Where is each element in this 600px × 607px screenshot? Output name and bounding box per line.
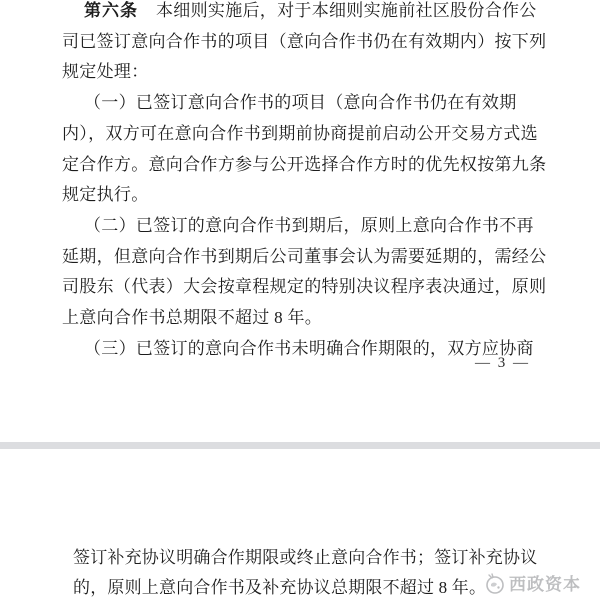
- doc-line: 规定处理：: [62, 62, 149, 82]
- doc-line: 延期，但意向合作书到期后公司董事会认为需要延期的，需经公: [62, 246, 547, 266]
- doc-line: [62, 0, 554, 27]
- brand-watermark: [483, 570, 581, 595]
- doc-line: 上意向合作书总期限不超过 8 年。: [62, 308, 323, 328]
- doc-line: 规定执行。: [62, 185, 149, 205]
- doc-line: 内），双方可在意向合作书到期前协商提前启动公开交易方式选: [62, 123, 538, 143]
- doc-line: （二）已签订的意向合作书到期后，原则上意向合作书不再: [84, 215, 534, 235]
- page-number: — 3 —: [475, 355, 530, 371]
- doc-line: 的，原则上意向合作书及补充协议总期限不超过 8 年。: [73, 578, 487, 598]
- doc-line: 定合作方。意向合作方参与公开选择合作方时的优先权按第九条: [62, 154, 547, 174]
- article-number: 第六条: [84, 1, 138, 20]
- doc-line: 司股东（代表）大会按章程规定的特别决议程序表决通过，原则: [62, 277, 547, 297]
- brand-watermark-label: 西政资本: [509, 575, 581, 594]
- doc-line-text: 本细则实施后，对于本细则实施前社区股份合作公: [156, 1, 537, 20]
- doc-line: 司已签订意向合作书的项目（意向合作书仍在有效期内）按下列: [62, 31, 547, 51]
- doc-line: 签订补充协议明确合作期限或终止意向合作书；签订补充协议: [73, 548, 538, 567]
- doc-line: （三）已签订的意向合作书未明确合作期限的，双方应协商: [84, 338, 534, 358]
- doc-line: （一）已签订意向合作书的项目（意向合作书仍在有效期: [84, 93, 517, 113]
- page-divider-band: [0, 442, 600, 449]
- seal-logo-icon: [483, 571, 506, 595]
- document-page-top: [62, 0, 554, 364]
